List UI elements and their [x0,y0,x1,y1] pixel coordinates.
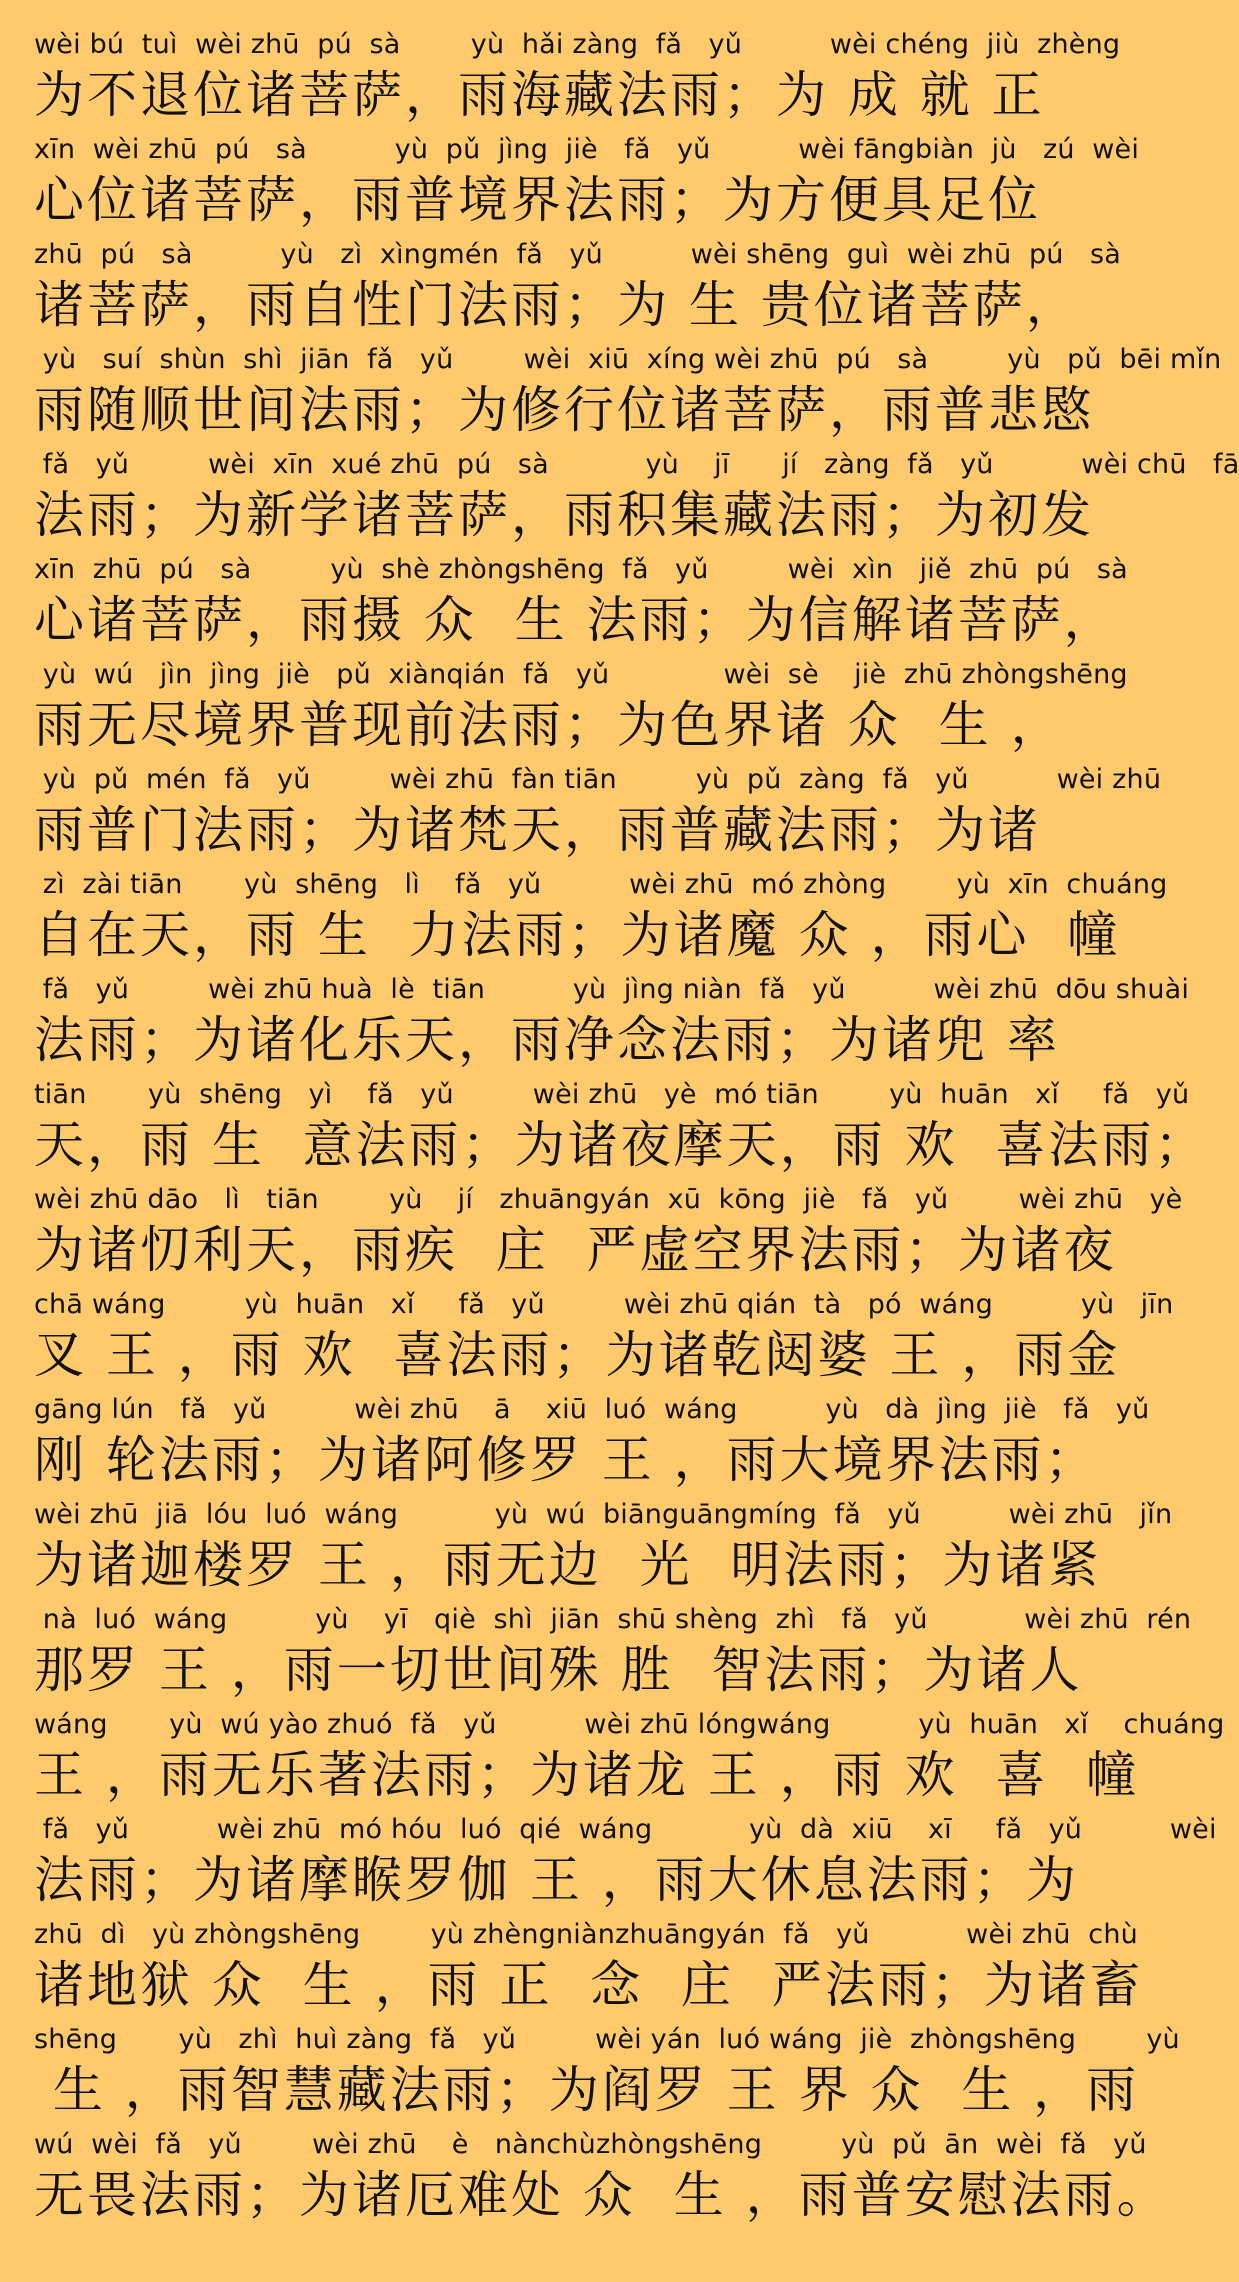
pinyin-line: zhū dì yù zhòngshēng yù zhèngniànzhuāngyán fǎ yǔ wèi zhū chù [34,1919,1138,1950]
pinyin-line: nà luó wáng yù yī qiè shì jiān shū shèng zhì fǎ yǔ wèi zhū rén [34,1604,1192,1635]
text-line-18 [34,1811,1217,1916]
pinyin-line: zì zài tiān yù shēng lì fǎ yǔ wèi zhū mó zhòng yù xīn chuáng [34,869,1168,900]
hanzi-line: 雨随顺世间法雨；为修行位诸菩萨，雨普悲愍 [34,381,1094,439]
hanzi-line: 那罗 王 ，雨一切世间殊 胜 智法雨；为诸人 [34,1641,1083,1699]
pinyin-line: yù suí shùn shì jiān fǎ yǔ wèi xiū xíng wèi zhū pú sà yù pǔ bēi mǐn [34,344,1222,375]
text-line-12 [34,1181,1183,1286]
pinyin-line: yù wú jìn jìng jiè pǔ xiànqián fǎ yǔ wèi sè jiè zhū zhòngshēng [34,659,1128,690]
text-line-8 [34,761,1162,866]
pinyin-line: shēng yù zhì huì zàng fǎ yǔ wèi yán luó wáng jiè zhòngshēng yù [34,2024,1180,2055]
pinyin-line: wèi zhū jiā lóu luó wáng yù wú biānguāngmíng fǎ yǔ wèi zhū jǐn [34,1499,1173,1530]
text-line-15 [34,1496,1173,1601]
text-line-17 [34,1706,1225,1811]
text-line-9 [34,866,1168,971]
pinyin-line: tiān yù shēng yì fǎ yǔ wèi zhū yè mó tiān yù huān xǐ fǎ yǔ [34,1079,1190,1110]
hanzi-line: 法雨；为诸摩睺罗伽 王 ，雨大休息法雨；为 [34,1851,1079,1909]
hanzi-line: 雨普门法雨；为诸梵天，雨普藏法雨；为诸 [34,801,1041,859]
text-line-5 [34,446,1239,551]
text-line-10 [34,971,1190,1076]
hanzi-line: 法雨；为诸化乐天，雨净念法雨；为诸兜 率 [34,1011,1060,1069]
hanzi-line: 雨无尽境界普现前法雨；为色界诸 众 生 ， [34,696,1064,754]
hanzi-line: 为诸忉利天，雨疾 庄 严虚空界法雨；为诸夜 [34,1221,1117,1279]
hanzi-line: 刚 轮法雨；为诸阿修罗 王 ，雨大境界法雨； [34,1431,1098,1489]
hanzi-line: 心诸菩萨，雨摄 众 生 法雨；为信解诸菩萨， [34,591,1117,649]
text-line-7 [34,656,1128,761]
text-line-21 [34,2126,1170,2231]
hanzi-line: 王 ，雨无乐著法雨；为诸龙 王 ，雨 欢 喜 幢 [34,1746,1140,1804]
text-line-16 [34,1601,1192,1706]
pinyin-line: wèi zhū dāo lì tiān yù jí zhuāngyán xū kōng jiè fǎ yǔ wèi zhū yè [34,1184,1183,1215]
hanzi-line: 为不退位诸菩萨，雨海藏法雨；为 成 就 正 [34,66,1045,124]
pinyin-line: gāng lún fǎ yǔ wèi zhū ā xiū luó wáng yù dà jìng jiè fǎ yǔ [34,1394,1150,1425]
pinyin-line: fǎ yǔ wèi zhū huà lè tiān yù jìng niàn fǎ yǔ wèi zhū dōu shuài [34,974,1190,1005]
text-line-13 [34,1286,1174,1391]
text-line-19 [34,1916,1143,2021]
hanzi-line: 为诸迦楼罗 王 ，雨无边 光 明法雨；为诸紧 [34,1536,1102,1594]
hanzi-line: 诸地狱 众 生 ，雨 正 念 庄 严法雨；为诸畜 [34,1956,1143,2014]
pinyin-line: xīn wèi zhū pú sà yù pǔ jìng jiè fǎ yǔ wèi fāngbiàn jù zú wèi [34,134,1140,165]
text-line-3 [34,236,1121,341]
text-line-4 [34,341,1222,446]
pinyin-line: wèi bú tuì wèi zhū pú sà yù hǎi zàng fǎ yǔ wèi chéng jiù zhèng [34,29,1121,60]
pinyin-line: yù pǔ mén fǎ yǔ wèi zhū fàn tiān yù pǔ zàng fǎ yǔ wèi zhū [34,764,1162,795]
hanzi-line: 心位诸菩萨，雨普境界法雨；为方便具足位 [34,171,1041,229]
pinyin-line: fǎ yǔ wèi zhū mó hóu luó qié wáng yù dà xiū xī fǎ yǔ wèi [34,1814,1217,1845]
text-line-20 [34,2021,1180,2126]
text-line-14 [34,1391,1150,1496]
hanzi-line: 诸菩萨，雨自性门法雨；为 生 贵位诸菩萨， [34,276,1079,334]
hanzi-line: 叉 王 ，雨 欢 喜法雨；为诸乾闼婆 王 ，雨金 [34,1326,1121,1384]
hanzi-line: 生 ，雨智慧藏法雨；为阎罗 王 界 众 生 ，雨 [34,2061,1140,2119]
pinyin-line: wú wèi fǎ yǔ wèi zhū è nànchùzhòngshēng yù pǔ ān wèi fǎ yǔ [34,2129,1147,2160]
hanzi-line: 无畏法雨；为诸厄难处 众 生 ，雨普安慰法雨。 [34,2166,1170,2224]
pinyin-line: zhū pú sà yù zì xìngmén fǎ yǔ wèi shēng guì wèi zhū pú sà [34,239,1121,270]
pinyin-line: xīn zhū pú sà yù shè zhòngshēng fǎ yǔ wèi xìn jiě zhū pú sà [34,554,1128,585]
text-line-1 [34,26,1121,131]
pinyin-line: chā wáng yù huān xǐ fǎ yǔ wèi zhū qián tà pó wáng yù jīn [34,1289,1174,1320]
hanzi-line: 自在天，雨 生 力法雨；为诸魔 众 ，雨心 幢 [34,906,1121,964]
hanzi-line: 法雨；为新学诸菩萨，雨积集藏法雨；为初发 [34,486,1094,544]
text-line-11 [34,1076,1208,1181]
pinyin-line: fǎ yǔ wèi xīn xué zhū pú sà yù jī jí zàng fǎ yǔ wèi chū fā [34,449,1239,480]
hanzi-line: 天，雨 生 意法雨；为诸夜摩天，雨 欢 喜法雨； [34,1116,1208,1174]
pinyin-line: wáng yù wú yào zhuó fǎ yǔ wèi zhū lóngwáng yù huān xǐ chuáng [34,1709,1225,1740]
text-line-6 [34,551,1128,656]
text-line-2 [34,131,1140,236]
